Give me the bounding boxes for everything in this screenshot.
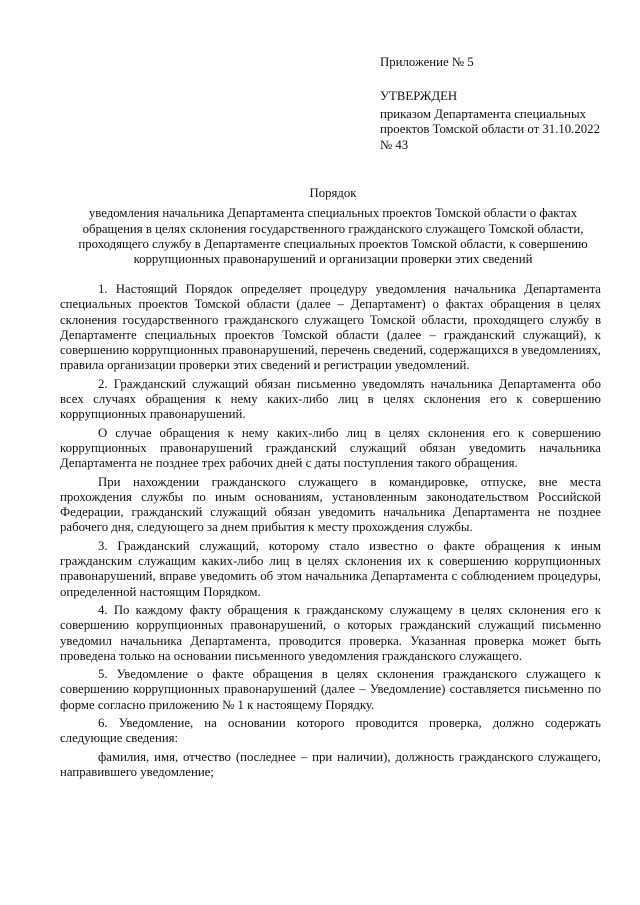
paragraph: фамилия, имя, отчество (последнее – при наличии), должность гражданского служащего, направившего уведомление;	[60, 749, 601, 779]
title-subtitle: уведомления начальника Департамента специальных проектов Томской области о фактах обращения в целях склонения государственного гражданского служащего Томской области, проходящего службу в Департаменте специальных проектов Томской области, к совершению коррупционных правонарушений и организации проверки этих сведений	[78, 206, 588, 267]
title-heading: Порядок	[309, 186, 357, 200]
paragraph: О случае обращения к нему каких-либо лиц в целях склонения его к совершению коррупционных правонарушений гражданский служащий обязан уведомить начальника Департамента не позднее трех рабочих дней с даты поступления такого обращения.	[60, 425, 601, 471]
paragraph: При нахождении гражданского служащего в командировке, отпуске, вне места прохождения службы по иным основаниям, установленным законодательством Российской Федерации, гражданский служащий обязан уведомить начальника Департамента не позднее рабочего дня, следующего за днем прибытия к месту прохождения службы.	[60, 474, 601, 535]
approval-stamp	[380, 89, 610, 153]
document-body	[60, 282, 601, 783]
approved-by: приказом Департамента специальных проектов Томской области от 31.10.2022 № 43	[380, 106, 600, 152]
paragraph: 5. Уведомление о факте обращения в целях склонения гражданского служащего к совершению коррупционных правонарушений (далее – Уведомление) составляется письменно по форме согласно приложению № 1 к настоящему Порядку.	[60, 667, 601, 712]
paragraph: 4. По каждому факту обращения к гражданскому служащему в целях склонения его к совершению коррупционных правонарушений, о которых гражданский служащий письменно уведомил начальника Департамента, проводится проверка. Указанная проверка может быть проведена только на основании письменного уведомления гражданского служащего.	[60, 602, 601, 663]
document-title	[60, 186, 606, 267]
paragraph: 2. Гражданский служащий обязан письменно уведомлять начальника Департамента обо всех случаях обращения к нему каких-либо лиц в целях склонения его к совершению коррупционных правонарушений.	[60, 376, 601, 422]
appendix-text: Приложение № 5	[380, 55, 474, 69]
paragraph: 3. Гражданский служащий, которому стало известно о факте обращения к иным гражданским служащим каких-либо лиц в целях склонения их к совершению коррупционных правонарушений, вправе уведомить об этом начальника Департамента с соблюдением процедуры, определенной настоящим Порядком.	[60, 538, 601, 599]
paragraph: 6. Уведомление, на основании которого проводится проверка, должно содержать следующие сведения:	[60, 716, 601, 746]
paragraph: 1. Настоящий Порядок определяет процедуру уведомления начальника Департамента специальных проектов Томской области (далее – Департамент) о фактах обращения в целях склонения государственного гражданского служащего Томской области, проходящего службу в Департаменте специальных проектов Томской области (далее – гражданский служащий), к совершению коррупционных правонарушений, перечень сведений, содержащихся в уведомлениях, правила организации проверки этих сведений и регистрации уведомлений.	[60, 282, 601, 373]
approved-title: УТВЕРЖДЕН	[380, 89, 458, 103]
appendix-label	[380, 55, 474, 71]
